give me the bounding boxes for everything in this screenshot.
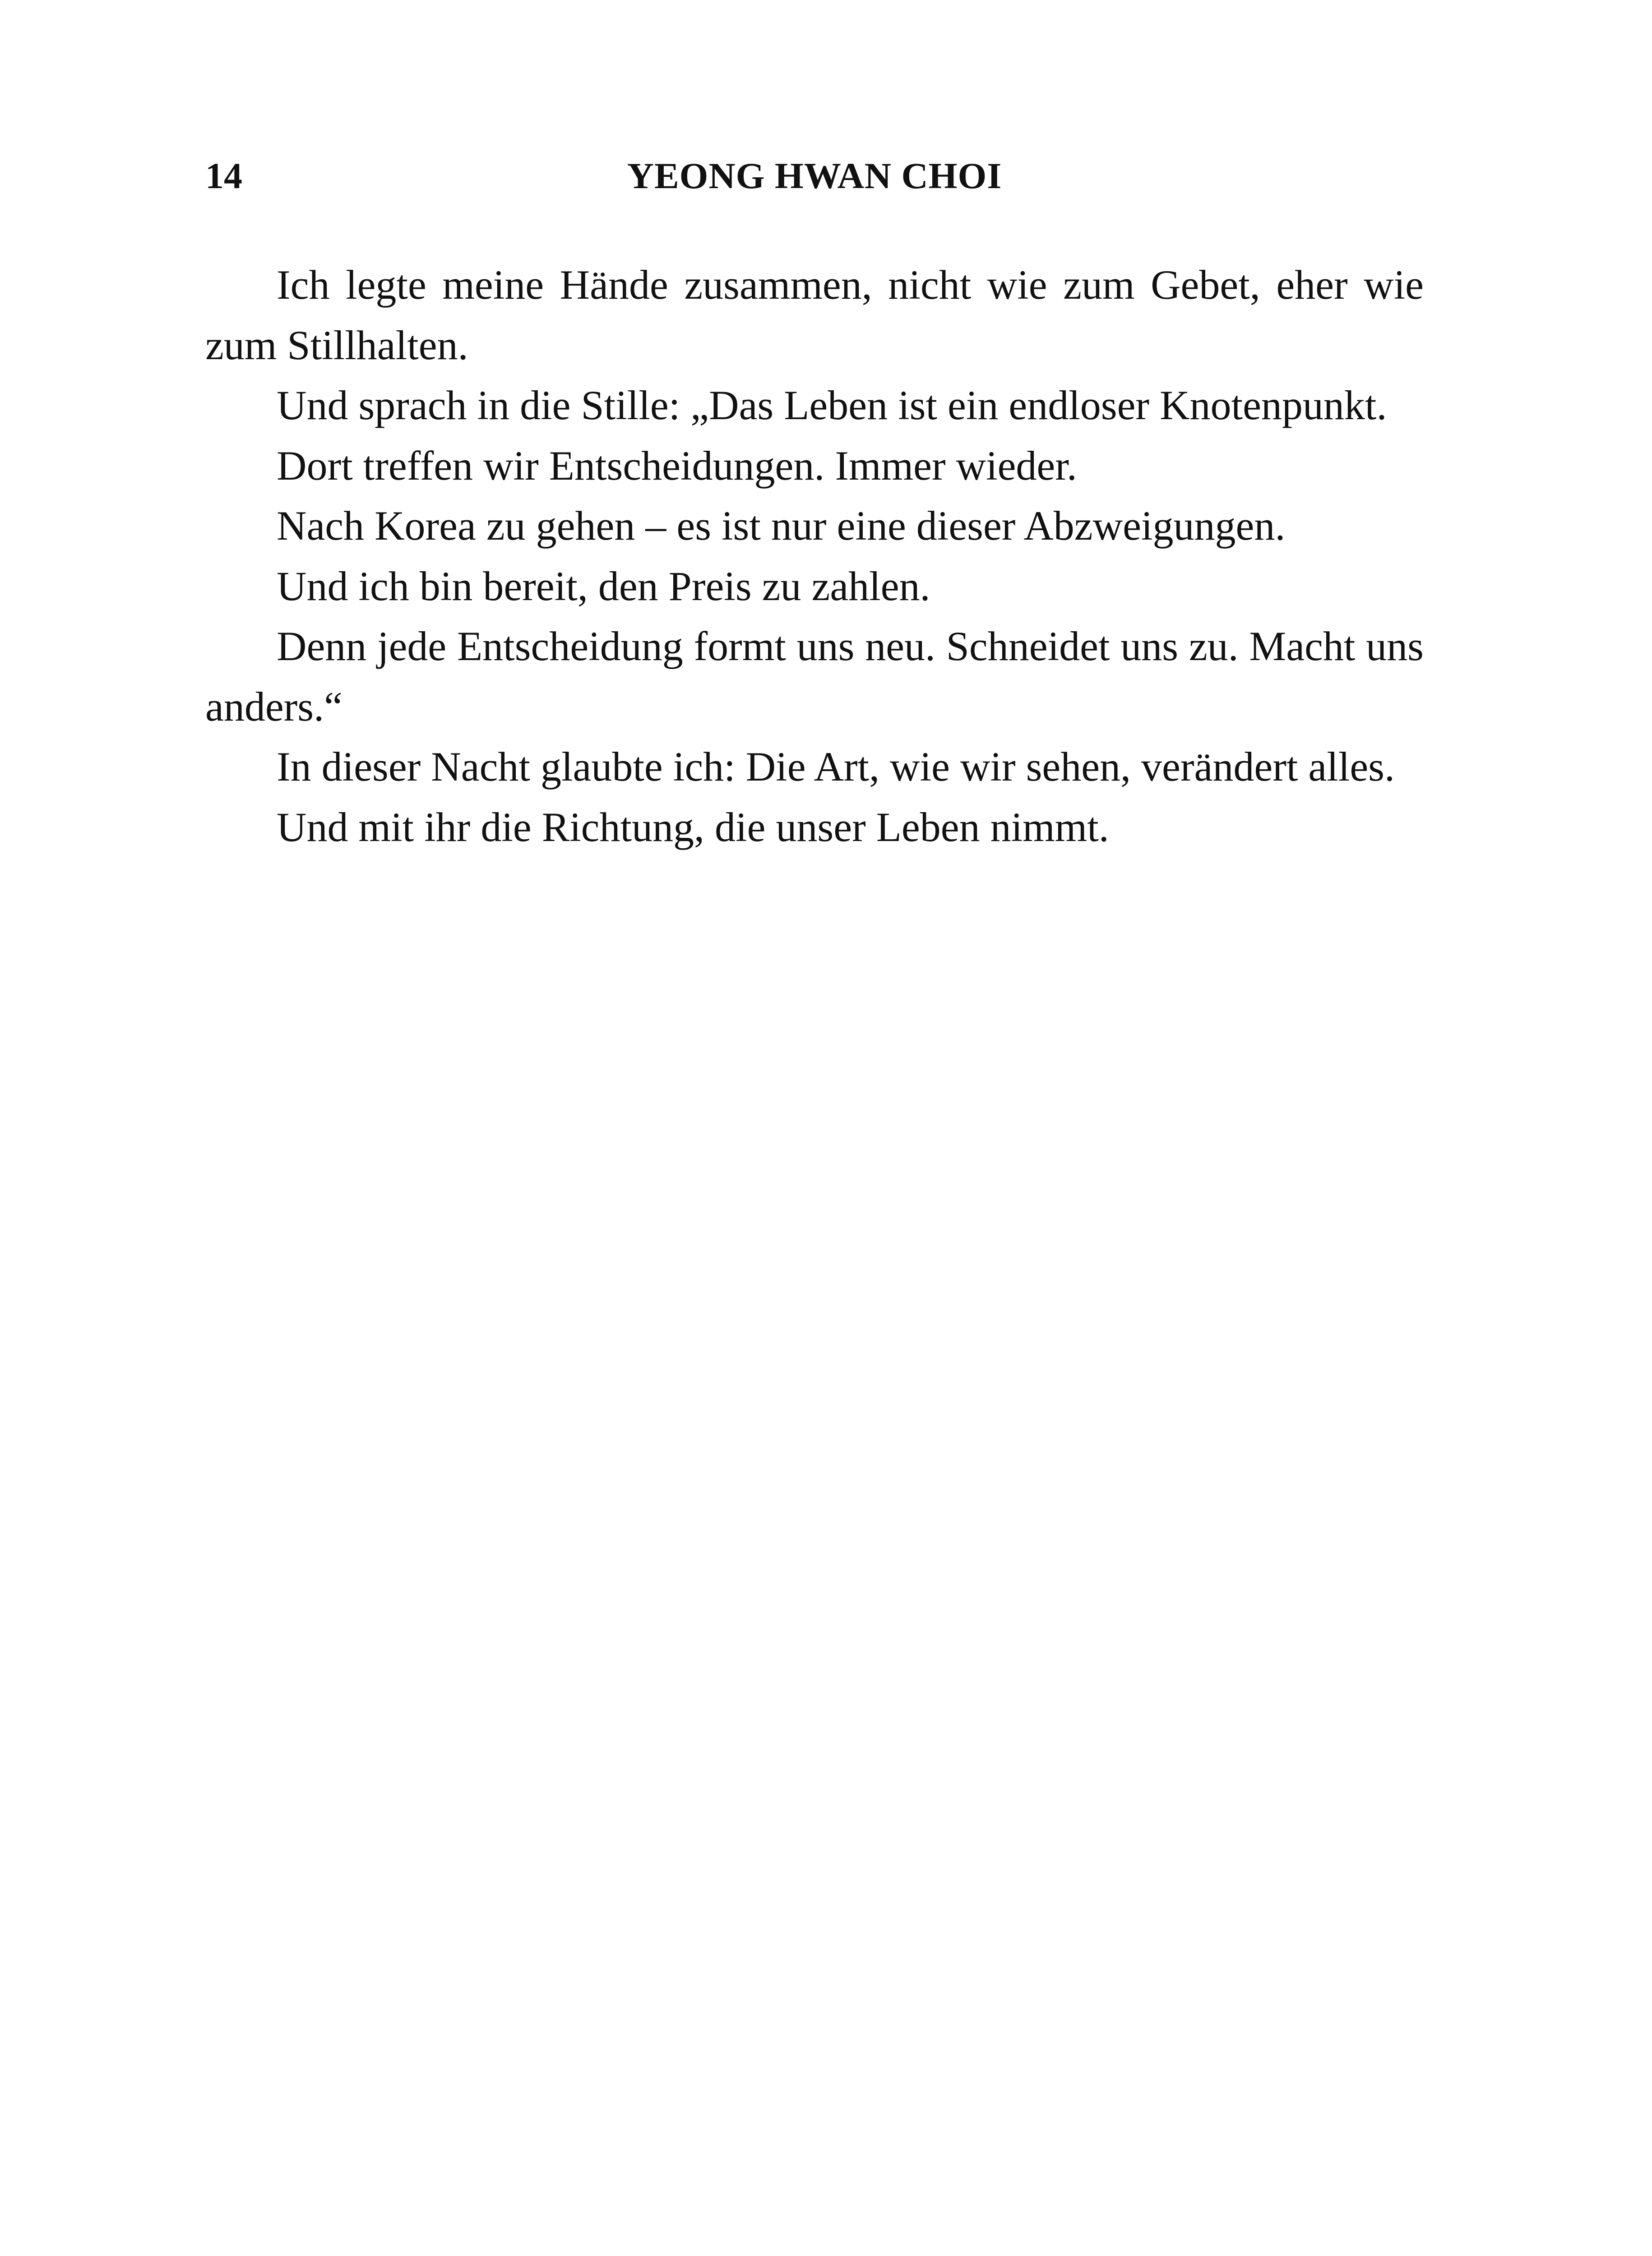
page-number: 14 bbox=[205, 155, 242, 196]
paragraph: Ich legte meine Hände zusammen, nicht wie zum Gebet, eher wie zum Stillhalten. bbox=[205, 262, 1424, 368]
paragraph: Nach Korea zu gehen – es ist nur eine dieser Abzweigungen. bbox=[277, 503, 1286, 549]
paragraph: Und sprach in die Stille: „Das Leben ist ein endloser Knotenpunkt. bbox=[277, 382, 1387, 428]
paragraph: In dieser Nacht glaubte ich: Die Art, wie wir sehen, verändert alles. bbox=[277, 744, 1395, 790]
body-text bbox=[205, 255, 1424, 857]
paragraph: Denn jede Entscheidung formt uns neu. Schneidet uns zu. Macht uns anders.“ bbox=[205, 623, 1424, 730]
paragraph: Und ich bin bereit, den Preis zu zahlen. bbox=[277, 563, 930, 609]
paragraph: Dort treffen wir Entscheidungen. Immer wieder. bbox=[277, 442, 1077, 489]
running-head bbox=[205, 149, 1424, 203]
running-title: YEONG HWAN CHOI bbox=[627, 155, 1002, 196]
paragraph: Und mit ihr die Richtung, die unser Leben nimmt. bbox=[277, 804, 1109, 850]
